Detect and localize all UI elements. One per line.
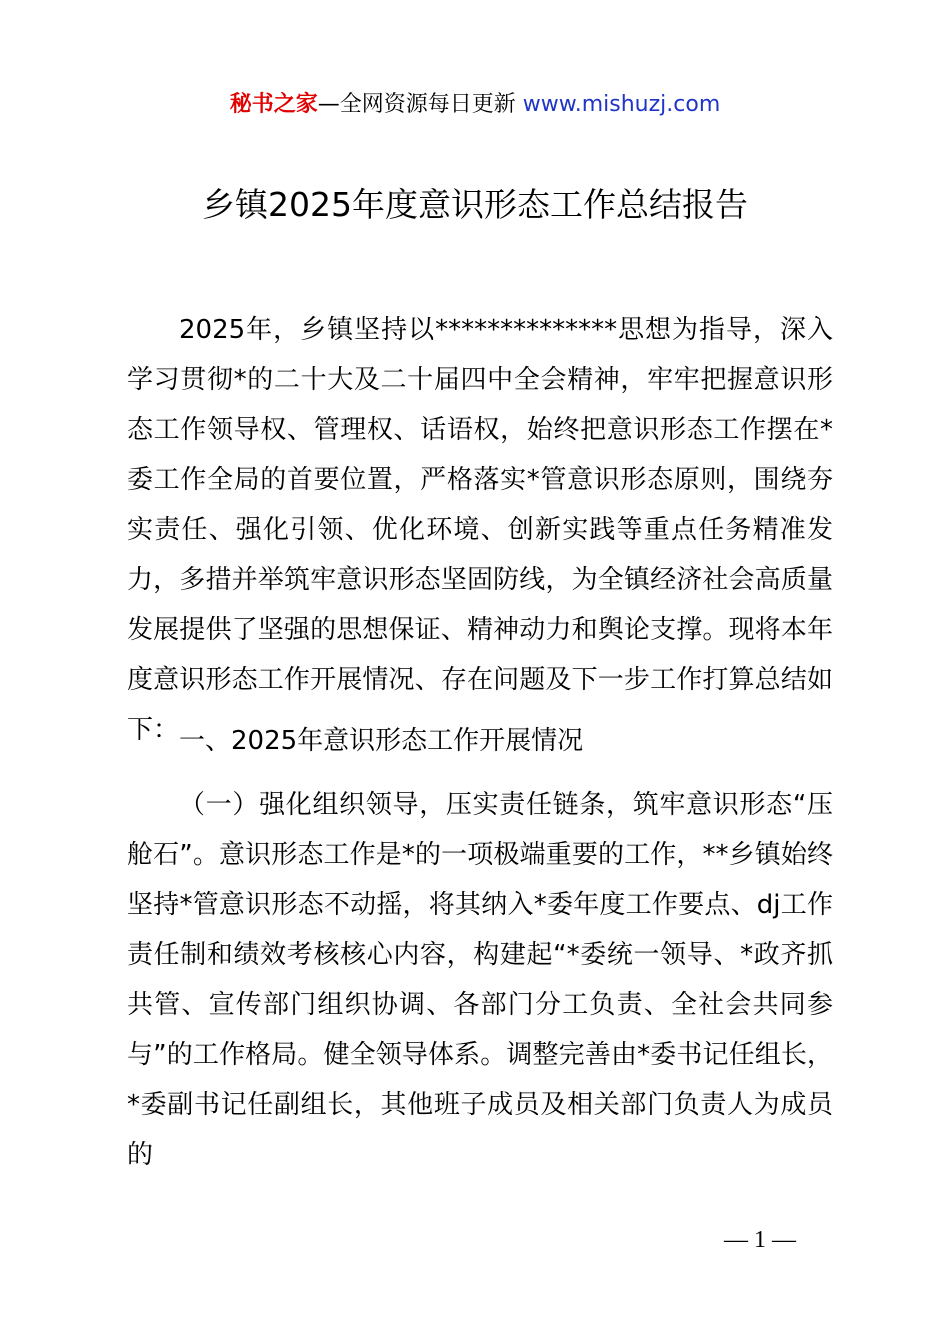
document-title: 乡镇2025年度意识形态工作总结报告 [202, 185, 748, 224]
header-tagline: —全网资源每日更新 [317, 92, 523, 117]
section-heading: 一、2025年意识形态工作开展情况 [179, 726, 584, 756]
site-header [0, 88, 950, 122]
subsection-paragraph: （一）强化组织领导，压实责任链条，筑牢意识形态“压舱石”。意识形态工作是*的一项极端重要的工作，**乡镇始终坚持*管意识形态不动摇，将其纳入*委年度工作要点、dj工作责任制和绩效考核核心内容，构建起“*委统一领导、*政齐抓共管、宣传部门组织协调、各部门分工负责、全社会共同参与”的工作格局。健全领导体系。调整完善由*委书记任组长，*委副书记任副组长，其他班子成员及相关部门负责人为成员的 [127, 790, 833, 1170]
page-number: — 1 — [724, 1227, 796, 1253]
site-url-link[interactable]: www.mishuzj.com [522, 92, 721, 117]
intro-paragraph: 2025年，乡镇坚持以**************思想为指导，深入学习贯彻*的二十大及二十届四中全会精神，牢牢把握意识形态工作领导权、管理权、话语权，始终把意识形态工作摆在*委工作全局的首要位置，严格落实*管意识形态原则，围绕夯实责任、强化引领、优化环境、创新实践等重点任务精准发力，多措并举筑牢意识形态坚固防线，为全镇经济社会高质量发展提供了坚强的思想保证、精神动力和舆论支撑。现将本年度意识形态工作开展情况、存在问题及下一步工作打算总结如下： [127, 315, 833, 745]
brand-name: 秘书之家 [229, 92, 318, 117]
